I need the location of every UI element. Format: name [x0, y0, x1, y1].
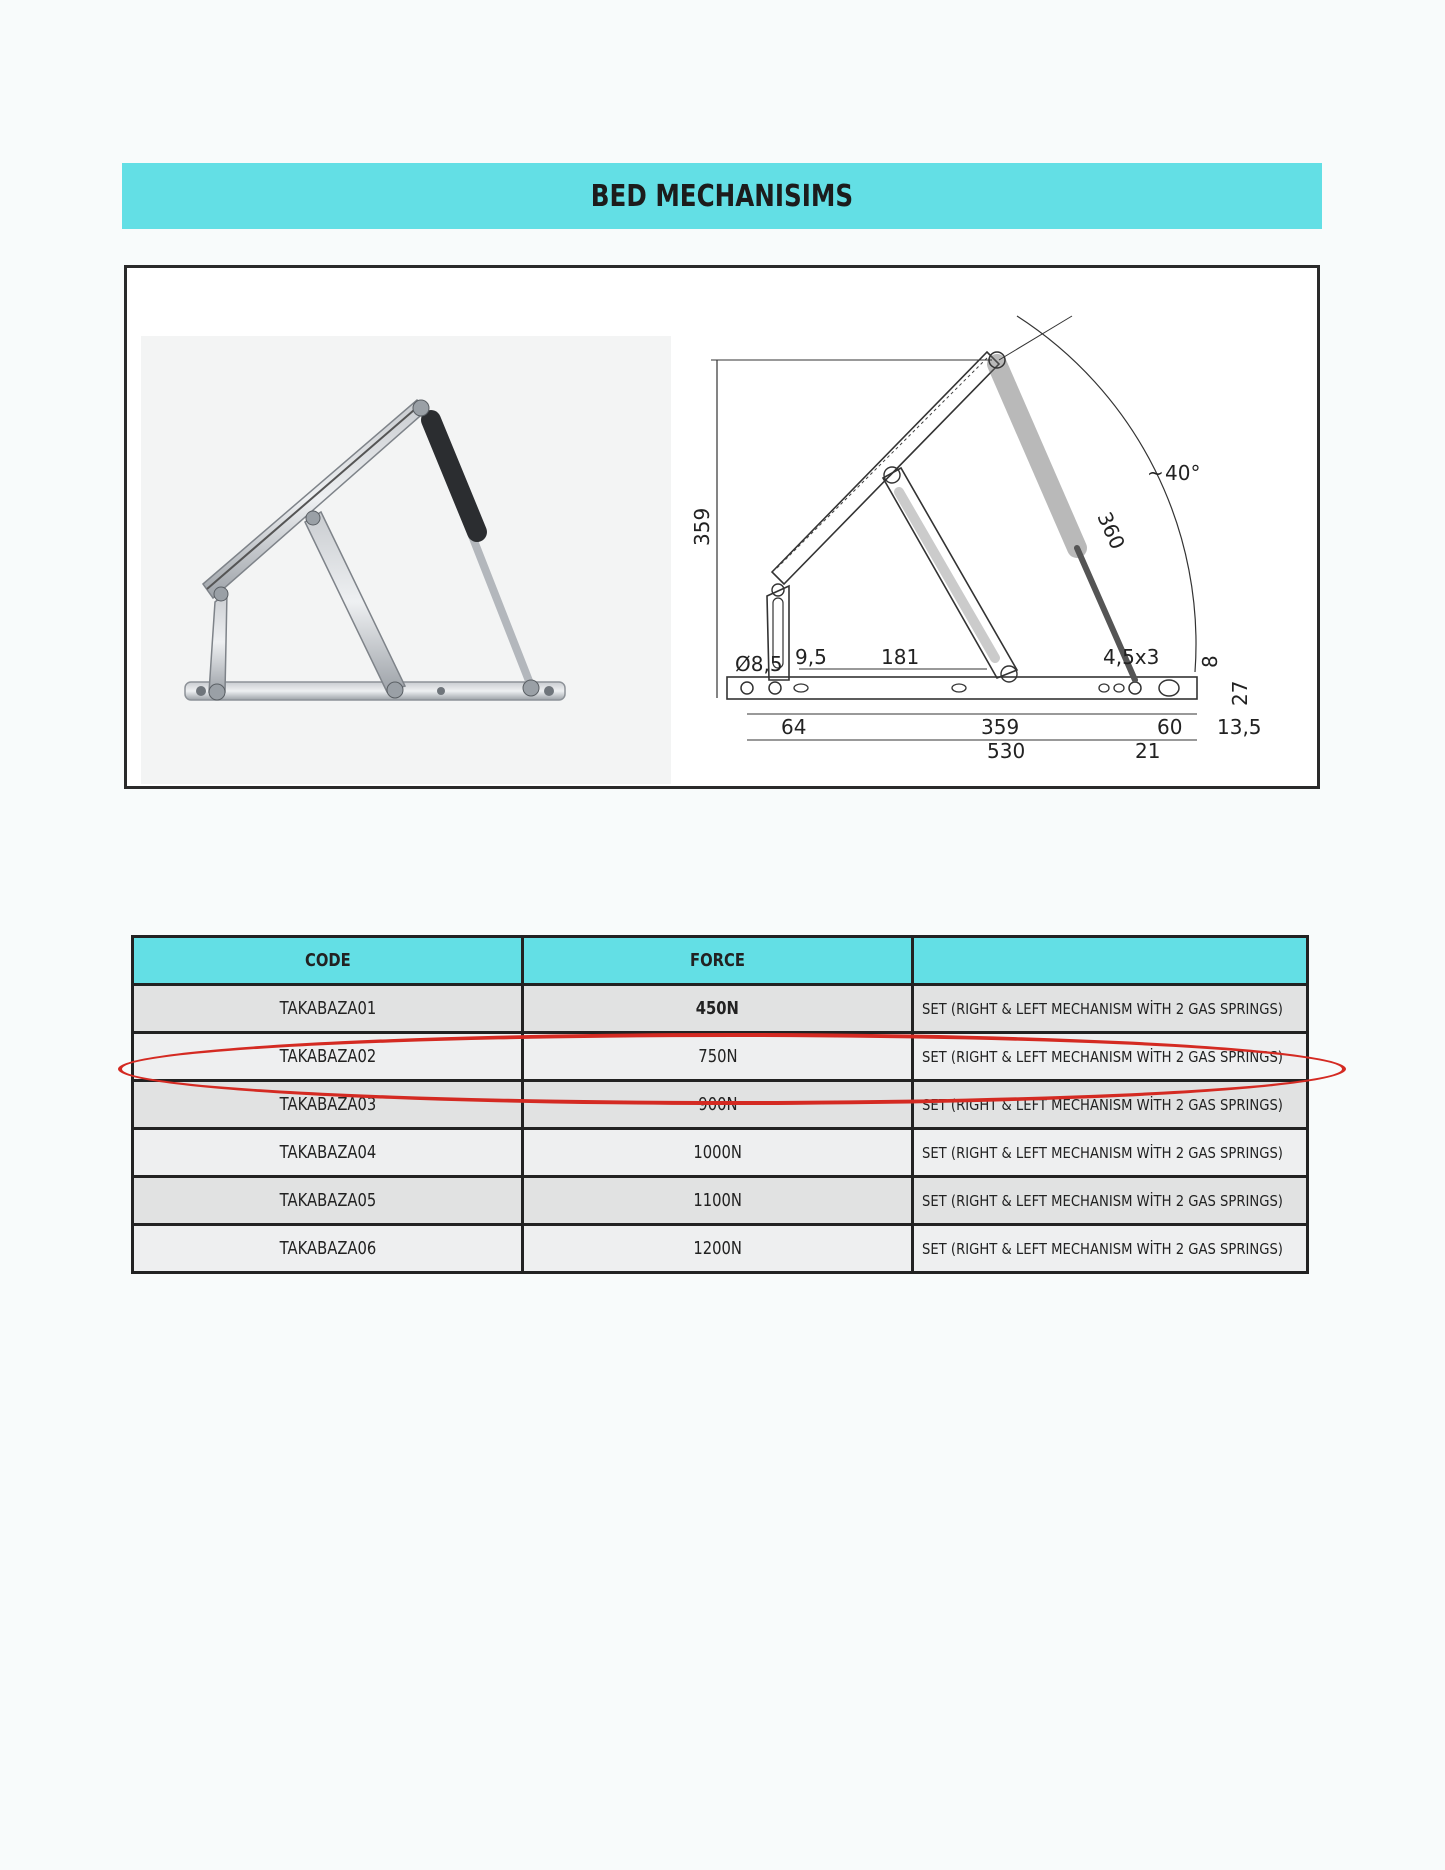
header-code: CODE	[133, 937, 523, 985]
bed-mechanism-photo	[141, 336, 671, 784]
cell-description: SET (RIGHT & LEFT MECHANISM WİTH 2 GAS SPRINGS)	[913, 1129, 1308, 1177]
angle-label: 40°	[1165, 461, 1201, 485]
cell-code: TAKABAZA06	[133, 1225, 523, 1273]
header-force: FORCE	[523, 937, 913, 985]
dim-spring-length: 360	[1092, 508, 1130, 553]
technical-drawing	[687, 268, 1317, 788]
cell-force: 900N	[523, 1081, 913, 1129]
page-title: BED MECHANISIMS	[590, 178, 854, 214]
header-description	[913, 937, 1308, 985]
cell-description: SET (RIGHT & LEFT MECHANISM WİTH 2 GAS SPRINGS)	[913, 1081, 1308, 1129]
cell-force: 1100N	[523, 1177, 913, 1225]
product-figure	[124, 265, 1320, 789]
cell-code: TAKABAZA04	[133, 1129, 523, 1177]
title-banner	[122, 163, 1322, 229]
dim-530: 530	[987, 739, 1026, 763]
cell-code: TAKABAZA01	[133, 985, 523, 1033]
table-row	[133, 1177, 1308, 1225]
cell-code: TAKABAZA03	[133, 1081, 523, 1129]
cell-description: SET (RIGHT & LEFT MECHANISM WİTH 2 GAS SPRINGS)	[913, 1033, 1308, 1081]
dim-slot: 9,5	[795, 645, 827, 669]
table-row	[133, 1129, 1308, 1177]
dim-359-base: 359	[981, 715, 1020, 739]
dim-64: 64	[781, 715, 807, 739]
table-row	[133, 985, 1308, 1033]
dim-21: 21	[1135, 739, 1161, 763]
table-row-highlighted	[133, 1033, 1308, 1081]
table-header-row	[133, 937, 1308, 985]
dim-181: 181	[881, 645, 920, 669]
table-row	[133, 1225, 1308, 1273]
cell-code: TAKABAZA05	[133, 1177, 523, 1225]
dim-holes: 4,5x3	[1103, 645, 1160, 669]
product-photo	[141, 336, 671, 784]
cell-force: 450N	[523, 985, 913, 1033]
dim-hole-dia: Ø8,5	[735, 652, 783, 676]
table-row	[133, 1081, 1308, 1129]
dimension-drawing	[687, 268, 1317, 788]
dim-height: 359	[690, 507, 714, 546]
cell-force: 1200N	[523, 1225, 913, 1273]
dim-8: 8	[1198, 655, 1222, 668]
dim-60: 60	[1157, 715, 1183, 739]
product-table	[131, 935, 1309, 1274]
cell-force: 750N	[523, 1033, 913, 1081]
cell-description: SET (RIGHT & LEFT MECHANISM WİTH 2 GAS SPRINGS)	[913, 1177, 1308, 1225]
cell-description: SET (RIGHT & LEFT MECHANISM WİTH 2 GAS SPRINGS)	[913, 1225, 1308, 1273]
dim-13-5: 13,5	[1217, 715, 1262, 739]
cell-code: TAKABAZA02	[133, 1033, 523, 1081]
dim-27: 27	[1228, 680, 1252, 706]
tilde-mark: ~	[1147, 461, 1164, 485]
cell-description: SET (RIGHT & LEFT MECHANISM WİTH 2 GAS SPRINGS)	[913, 985, 1308, 1033]
cell-force: 1000N	[523, 1129, 913, 1177]
